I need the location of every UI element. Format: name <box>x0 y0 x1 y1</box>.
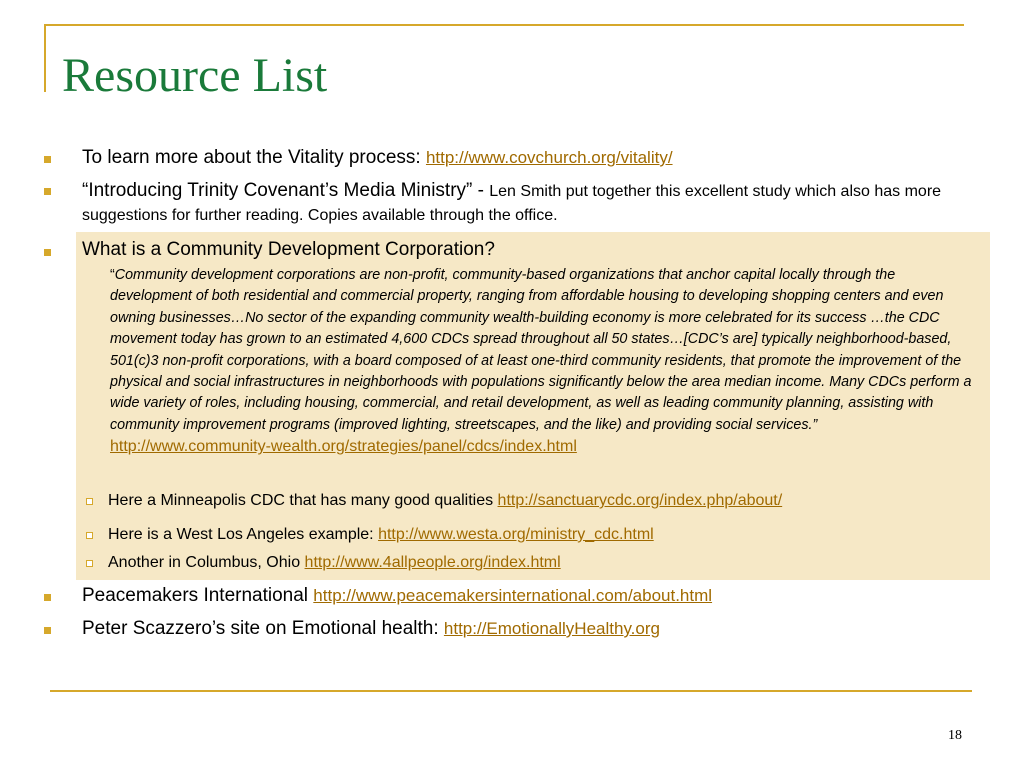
sub-bullet-marker <box>86 532 93 539</box>
list-item-vitality <box>82 146 673 170</box>
example-item <box>108 553 561 573</box>
example-link[interactable]: http://www.westa.org/ministry_cdc.html <box>378 526 654 543</box>
example-text: Another in Columbus, Ohio <box>108 554 305 571</box>
vitality-text: To learn more about the Vitality process: <box>82 147 426 168</box>
list-item-scazzero <box>82 617 660 641</box>
bullet-marker <box>44 627 51 634</box>
cdc-quote-text: Community development corporations are non-profit, community-based organizations that anchor capital locally through the development of both residential and commercial property, ranging from affordable housing to developing shopping centers and even owning businesses…No sector of the expanding community wealth-building economy is more celebrated for its success …the CDC movement today has grown to an estimated 4,600 CDCs spread throughout all 50 states…[CDC’s are] typically neighborhood-based, 501(c)3 non-profit corporations, with a board composed of at least one-third community residents, that promote the improvement of the physical and social infrastructures in neighborhoods with populations significantly below the area median income. Many CDCs perform a wide variety of roles, including housing, commercial, and retail development, as well as leading community planning, assisting with community improvement programs (improved lighting, streetscapes, and the like) and providing social services.” <box>110 267 972 433</box>
cdc-heading: What is a Community Development Corporation? <box>82 239 495 260</box>
bullet-marker <box>44 249 51 256</box>
trinity-description: Len Smith put together this excellent study which also has more suggestions for further reading. Copies available through the office. <box>82 183 942 224</box>
example-item <box>108 491 782 511</box>
list-item-peacemakers <box>82 584 712 608</box>
example-link[interactable]: http://www.4allpeople.org/index.html <box>304 554 561 571</box>
scazzero-text: Peter Scazzero’s site on Emotional health: <box>82 618 444 639</box>
sub-bullet-marker <box>86 560 93 567</box>
sub-bullet-marker <box>86 498 93 505</box>
trinity-title: “Introducing Trinity Covenant’s Media Ministry” - <box>82 180 490 201</box>
bullet-marker <box>44 188 51 195</box>
bullet-marker <box>44 156 51 163</box>
list-item-trinity <box>82 179 962 227</box>
cdc-quote-link[interactable]: http://www.community-wealth.org/strategies/panel/cdcs/index.html <box>110 438 577 456</box>
example-text: Here a Minneapolis CDC that has many good qualities <box>108 492 498 509</box>
example-text: Here is a West Los Angeles example: <box>108 526 379 543</box>
peacemakers-text: Peacemakers International <box>82 585 314 606</box>
title-frame-left-rule <box>44 24 46 92</box>
vitality-link[interactable]: http://www.covchurch.org/vitality/ <box>425 148 673 167</box>
title-frame-top-rule <box>44 24 964 26</box>
slide-title: Resource List <box>62 49 328 102</box>
scazzero-link[interactable]: http://EmotionallyHealthy.org <box>443 619 660 638</box>
peacemakers-link[interactable]: http://www.peacemakersinternational.com/about.html <box>313 586 713 605</box>
example-item <box>108 525 654 545</box>
example-link[interactable]: http://sanctuarycdc.org/index.php/about/ <box>497 492 783 509</box>
quote-open-mark: “ <box>110 267 115 283</box>
footer-rule <box>50 690 972 692</box>
page-number: 18 <box>948 728 962 743</box>
cdc-quote <box>110 265 980 459</box>
bullet-marker <box>44 594 51 601</box>
